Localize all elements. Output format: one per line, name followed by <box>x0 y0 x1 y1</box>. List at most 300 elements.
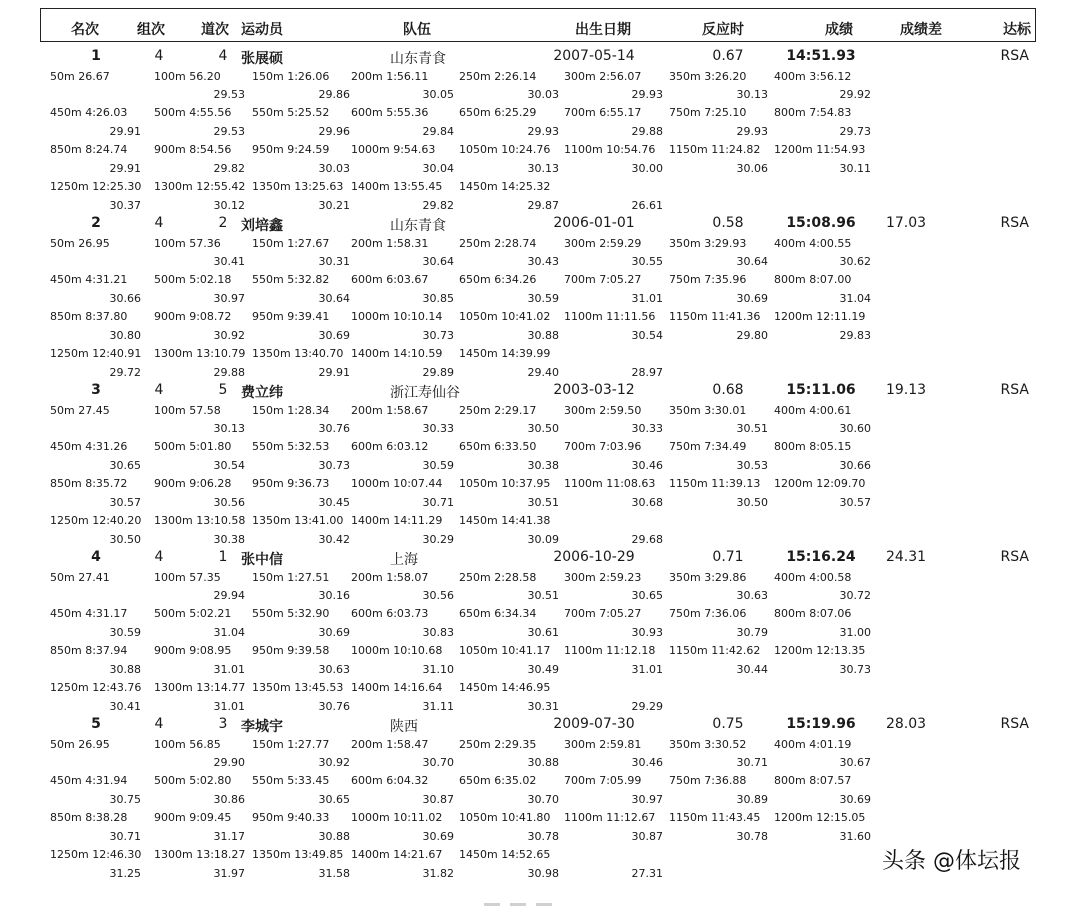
lap-time-cell: 29.29 <box>631 700 663 713</box>
split-cell: 600m 6:03.12 <box>351 440 429 453</box>
group-cell: 4 <box>154 549 164 565</box>
lap-time-cell: 30.55 <box>631 255 663 268</box>
split-cell: 150m 1:27.67 <box>252 237 330 250</box>
split-cell: 1050m 10:24.76 <box>459 143 551 156</box>
lap-time-cell: 30.13 <box>527 162 559 175</box>
split-cell: 1100m 11:11.56 <box>564 310 656 323</box>
lap-time-cell: 30.57 <box>839 496 871 509</box>
lap-time-cell: 30.04 <box>422 162 454 175</box>
lap-time-cell: 29.91 <box>109 125 141 138</box>
lap-time-cell: 29.94 <box>213 589 245 602</box>
split-cell: 1300m 13:10.58 <box>154 514 246 527</box>
lap-time-cell: 31.01 <box>631 663 663 676</box>
lap-time-cell: 30.64 <box>422 255 454 268</box>
athlete-name: 费立纬 <box>241 385 283 401</box>
split-cell: 550m 5:32.90 <box>252 607 330 620</box>
split-cell: 650m 6:34.26 <box>459 273 537 286</box>
split-cell: 900m 9:08.95 <box>154 644 232 657</box>
result-time-cell: 15:08.96 <box>786 215 856 231</box>
lap-time-cell: 29.80 <box>736 329 768 342</box>
split-cell: 250m 2:26.14 <box>459 70 537 83</box>
lap-time-cell: 30.59 <box>422 459 454 472</box>
split-cell: 1000m 10:11.02 <box>351 811 443 824</box>
lap-time-cell: 30.62 <box>839 255 871 268</box>
lap-time-cell: 30.11 <box>839 162 871 175</box>
split-cell: 450m 4:31.21 <box>50 273 128 286</box>
split-cell: 1250m 12:46.30 <box>50 848 142 861</box>
lap-time-cell: 31.04 <box>213 626 245 639</box>
rank-cell: 3 <box>91 382 101 398</box>
split-cell: 300m 2:59.23 <box>564 571 642 584</box>
split-cell: 1250m 12:25.30 <box>50 180 142 193</box>
split-cell: 900m 9:08.72 <box>154 310 232 323</box>
split-cell: 500m 5:01.80 <box>154 440 232 453</box>
lap-time-cell: 30.09 <box>527 533 559 546</box>
lap-time-cell: 30.97 <box>631 793 663 806</box>
lap-time-cell: 29.96 <box>318 125 350 138</box>
split-cell: 300m 2:56.07 <box>564 70 642 83</box>
split-cell: 350m 3:26.20 <box>669 70 747 83</box>
split-cell: 450m 4:31.94 <box>50 774 128 787</box>
lap-time-cell: 30.76 <box>318 700 350 713</box>
header-birth: 出生日期 <box>575 22 631 38</box>
lap-time-cell: 30.69 <box>318 329 350 342</box>
split-cell: 350m 3:30.01 <box>669 404 747 417</box>
lap-time-cell: 30.33 <box>422 422 454 435</box>
lap-time-cell: 29.90 <box>213 756 245 769</box>
split-cell: 950m 9:24.59 <box>252 143 330 156</box>
reaction-time-cell: 0.71 <box>712 549 744 565</box>
split-cell: 400m 4:00.61 <box>774 404 852 417</box>
lap-time-cell: 30.85 <box>422 292 454 305</box>
reaction-time-cell: 0.67 <box>712 48 744 64</box>
header-athlete: 运动员 <box>241 22 283 38</box>
split-cell: 400m 4:00.55 <box>774 237 852 250</box>
split-cell: 900m 9:09.45 <box>154 811 232 824</box>
lap-time-cell: 30.42 <box>318 533 350 546</box>
lap-time-cell: 30.61 <box>527 626 559 639</box>
split-cell: 1000m 9:54.63 <box>351 143 436 156</box>
split-cell: 500m 4:55.56 <box>154 106 232 119</box>
split-cell: 500m 5:02.21 <box>154 607 232 620</box>
group-cell: 4 <box>154 382 164 398</box>
lap-time-cell: 30.16 <box>318 589 350 602</box>
lane-cell: 4 <box>218 48 228 64</box>
split-cell: 550m 5:32.53 <box>252 440 330 453</box>
lap-time-cell: 29.88 <box>213 366 245 379</box>
lap-time-cell: 30.45 <box>318 496 350 509</box>
lap-time-cell: 31.25 <box>109 867 141 880</box>
lap-time-cell: 30.69 <box>318 626 350 639</box>
qualification-cell: RSA <box>1000 549 1029 565</box>
split-cell: 150m 1:28.34 <box>252 404 330 417</box>
result-time-cell: 15:19.96 <box>786 716 856 732</box>
split-cell: 550m 5:25.52 <box>252 106 330 119</box>
split-cell: 1150m 11:39.13 <box>669 477 761 490</box>
lap-time-cell: 30.41 <box>213 255 245 268</box>
split-cell: 1150m 11:24.82 <box>669 143 761 156</box>
lap-time-cell: 30.44 <box>736 663 768 676</box>
lap-time-cell: 30.73 <box>839 663 871 676</box>
split-cell: 1200m 11:54.93 <box>774 143 866 156</box>
reaction-time-cell: 0.68 <box>712 382 744 398</box>
lap-time-cell: 30.63 <box>318 663 350 676</box>
split-cell: 300m 2:59.81 <box>564 738 642 751</box>
lap-time-cell: 30.54 <box>213 459 245 472</box>
lap-time-cell: 26.61 <box>631 199 663 212</box>
team-cell: 山东青食 <box>390 218 446 234</box>
split-cell: 150m 1:27.51 <box>252 571 330 584</box>
lap-time-cell: 30.65 <box>631 589 663 602</box>
lap-time-cell: 30.92 <box>318 756 350 769</box>
lap-time-cell: 30.71 <box>736 756 768 769</box>
lap-time-cell: 31.82 <box>422 867 454 880</box>
split-cell: 1200m 12:11.19 <box>774 310 866 323</box>
split-cell: 750m 7:36.88 <box>669 774 747 787</box>
split-cell: 150m 1:26.06 <box>252 70 330 83</box>
split-cell: 1000m 10:07.44 <box>351 477 443 490</box>
split-cell: 50m 26.95 <box>50 237 110 250</box>
lap-time-cell: 30.38 <box>527 459 559 472</box>
lap-time-cell: 30.53 <box>736 459 768 472</box>
lap-time-cell: 30.05 <box>422 88 454 101</box>
split-cell: 1250m 12:40.91 <box>50 347 142 360</box>
split-cell: 350m 3:30.52 <box>669 738 747 751</box>
split-cell: 1450m 14:39.99 <box>459 347 551 360</box>
lap-time-cell: 30.37 <box>109 199 141 212</box>
split-cell: 1300m 12:55.42 <box>154 180 246 193</box>
split-cell: 550m 5:33.45 <box>252 774 330 787</box>
lap-time-cell: 30.70 <box>422 756 454 769</box>
team-cell: 上海 <box>390 552 418 568</box>
split-cell: 750m 7:36.06 <box>669 607 747 620</box>
split-cell: 1300m 13:14.77 <box>154 681 246 694</box>
watermark-text: 头条 @体坛报 <box>882 849 1021 874</box>
team-cell: 山东青食 <box>390 51 446 67</box>
split-cell: 100m 57.35 <box>154 571 221 584</box>
lap-time-cell: 30.51 <box>527 496 559 509</box>
lap-time-cell: 30.59 <box>109 626 141 639</box>
split-cell: 400m 4:01.19 <box>774 738 852 751</box>
header-qual: 达标 <box>1003 22 1031 38</box>
split-cell: 250m 2:28.74 <box>459 237 537 250</box>
split-cell: 150m 1:27.77 <box>252 738 330 751</box>
lap-time-cell: 30.88 <box>109 663 141 676</box>
split-cell: 1000m 10:10.68 <box>351 644 443 657</box>
split-cell: 100m 56.20 <box>154 70 221 83</box>
split-cell: 650m 6:34.34 <box>459 607 537 620</box>
split-cell: 850m 8:38.28 <box>50 811 128 824</box>
lap-time-cell: 30.76 <box>318 422 350 435</box>
lap-time-cell: 30.88 <box>527 329 559 342</box>
lap-time-cell: 30.21 <box>318 199 350 212</box>
result-time-cell: 15:16.24 <box>786 549 856 565</box>
split-cell: 1100m 11:08.63 <box>564 477 656 490</box>
lap-time-cell: 30.66 <box>839 459 871 472</box>
lap-time-cell: 30.50 <box>527 422 559 435</box>
birth-date-cell: 2009-07-30 <box>553 716 635 732</box>
birth-date-cell: 2003-03-12 <box>553 382 635 398</box>
lap-time-cell: 30.73 <box>318 459 350 472</box>
split-cell: 1350m 13:40.70 <box>252 347 344 360</box>
lap-time-cell: 31.01 <box>213 663 245 676</box>
rank-cell: 2 <box>91 215 101 231</box>
split-cell: 1450m 14:25.32 <box>459 180 551 193</box>
lap-time-cell: 31.97 <box>213 867 245 880</box>
split-cell: 450m 4:26.03 <box>50 106 128 119</box>
lap-time-cell: 30.33 <box>631 422 663 435</box>
group-cell: 4 <box>154 716 164 732</box>
lap-time-cell: 30.56 <box>422 589 454 602</box>
split-cell: 1150m 11:41.36 <box>669 310 761 323</box>
reaction-time-cell: 0.58 <box>712 215 744 231</box>
split-cell: 50m 26.67 <box>50 70 110 83</box>
split-cell: 200m 1:58.47 <box>351 738 429 751</box>
lap-time-cell: 29.72 <box>109 366 141 379</box>
header-time: 成绩 <box>825 22 853 38</box>
split-cell: 1200m 12:15.05 <box>774 811 866 824</box>
split-cell: 800m 8:05.15 <box>774 440 852 453</box>
lane-cell: 2 <box>218 215 228 231</box>
lap-time-cell: 27.31 <box>631 867 663 880</box>
athlete-name: 李城宇 <box>241 719 283 735</box>
athlete-name: 刘培鑫 <box>241 218 283 234</box>
split-cell: 750m 7:25.10 <box>669 106 747 119</box>
split-cell: 1200m 12:09.70 <box>774 477 866 490</box>
lap-time-cell: 30.43 <box>527 255 559 268</box>
split-cell: 1150m 11:42.62 <box>669 644 761 657</box>
time-diff-cell: 19.13 <box>885 382 927 398</box>
split-cell: 850m 8:35.72 <box>50 477 128 490</box>
team-cell: 浙江寿仙谷 <box>390 385 460 401</box>
lap-time-cell: 30.83 <box>422 626 454 639</box>
lap-time-cell: 29.53 <box>213 125 245 138</box>
header-rank: 名次 <box>71 22 99 38</box>
lap-time-cell: 30.03 <box>318 162 350 175</box>
split-cell: 700m 6:55.17 <box>564 106 642 119</box>
qualification-cell: RSA <box>1000 382 1029 398</box>
birth-date-cell: 2006-10-29 <box>553 549 635 565</box>
split-cell: 800m 8:07.57 <box>774 774 852 787</box>
lap-time-cell: 30.70 <box>527 793 559 806</box>
lap-time-cell: 29.93 <box>631 88 663 101</box>
lap-time-cell: 30.67 <box>839 756 871 769</box>
reaction-time-cell: 0.75 <box>712 716 744 732</box>
split-cell: 1450m 14:46.95 <box>459 681 551 694</box>
lap-time-cell: 30.64 <box>318 292 350 305</box>
time-diff-cell: 24.31 <box>885 549 927 565</box>
lap-time-cell: 29.40 <box>527 366 559 379</box>
split-cell: 950m 9:40.33 <box>252 811 330 824</box>
lap-time-cell: 30.69 <box>422 830 454 843</box>
split-cell: 750m 7:35.96 <box>669 273 747 286</box>
split-cell: 350m 3:29.93 <box>669 237 747 250</box>
lap-time-cell: 30.87 <box>631 830 663 843</box>
split-cell: 650m 6:35.02 <box>459 774 537 787</box>
lap-time-cell: 29.84 <box>422 125 454 138</box>
lap-time-cell: 29.89 <box>422 366 454 379</box>
lap-time-cell: 30.93 <box>631 626 663 639</box>
split-cell: 50m 27.41 <box>50 571 110 584</box>
lap-time-cell: 30.71 <box>422 496 454 509</box>
lap-time-cell: 30.78 <box>736 830 768 843</box>
result-time-cell: 15:11.06 <box>786 382 856 398</box>
lap-time-cell: 31.11 <box>422 700 454 713</box>
lap-time-cell: 30.69 <box>736 292 768 305</box>
table-header <box>40 8 1036 42</box>
lap-time-cell: 30.38 <box>213 533 245 546</box>
split-cell: 1450m 14:41.38 <box>459 514 551 527</box>
lap-time-cell: 30.46 <box>631 756 663 769</box>
split-cell: 1450m 14:52.65 <box>459 848 551 861</box>
split-cell: 650m 6:25.29 <box>459 106 537 119</box>
lap-time-cell: 30.06 <box>736 162 768 175</box>
split-cell: 500m 5:02.18 <box>154 273 232 286</box>
lap-time-cell: 30.03 <box>527 88 559 101</box>
lap-time-cell: 29.86 <box>318 88 350 101</box>
lap-time-cell: 30.60 <box>839 422 871 435</box>
lap-time-cell: 30.79 <box>736 626 768 639</box>
split-cell: 900m 8:54.56 <box>154 143 232 156</box>
lap-time-cell: 30.89 <box>736 793 768 806</box>
lap-time-cell: 30.00 <box>631 162 663 175</box>
split-cell: 550m 5:32.82 <box>252 273 330 286</box>
lap-time-cell: 29.92 <box>839 88 871 101</box>
lap-time-cell: 30.86 <box>213 793 245 806</box>
lap-time-cell: 30.31 <box>527 700 559 713</box>
split-cell: 500m 5:02.80 <box>154 774 232 787</box>
split-cell: 400m 4:00.58 <box>774 571 852 584</box>
split-cell: 1250m 12:43.76 <box>50 681 142 694</box>
lap-time-cell: 30.50 <box>736 496 768 509</box>
lap-time-cell: 30.68 <box>631 496 663 509</box>
lap-time-cell: 30.87 <box>422 793 454 806</box>
split-cell: 1300m 13:10.79 <box>154 347 246 360</box>
split-cell: 800m 8:07.00 <box>774 273 852 286</box>
rank-cell: 1 <box>91 48 101 64</box>
split-cell: 950m 9:39.58 <box>252 644 330 657</box>
athlete-name: 张中信 <box>241 552 283 568</box>
header-diff: 成绩差 <box>900 22 942 38</box>
lap-time-cell: 30.66 <box>109 292 141 305</box>
split-cell: 750m 7:34.49 <box>669 440 747 453</box>
split-cell: 850m 8:37.80 <box>50 310 128 323</box>
qualification-cell: RSA <box>1000 716 1029 732</box>
split-cell: 1400m 13:55.45 <box>351 180 443 193</box>
split-cell: 400m 3:56.12 <box>774 70 852 83</box>
split-cell: 200m 1:58.31 <box>351 237 429 250</box>
time-diff-cell: 28.03 <box>885 716 927 732</box>
split-cell: 100m 56.85 <box>154 738 221 751</box>
split-cell: 700m 7:03.96 <box>564 440 642 453</box>
split-cell: 800m 8:07.06 <box>774 607 852 620</box>
split-cell: 850m 8:24.74 <box>50 143 128 156</box>
split-cell: 800m 7:54.83 <box>774 106 852 119</box>
lap-time-cell: 30.54 <box>631 329 663 342</box>
lap-time-cell: 29.91 <box>318 366 350 379</box>
lap-time-cell: 31.60 <box>839 830 871 843</box>
lap-time-cell: 29.91 <box>109 162 141 175</box>
split-cell: 1400m 14:10.59 <box>351 347 443 360</box>
lap-time-cell: 29.88 <box>631 125 663 138</box>
lap-time-cell: 30.72 <box>839 589 871 602</box>
lap-time-cell: 29.82 <box>213 162 245 175</box>
split-cell: 950m 9:39.41 <box>252 310 330 323</box>
split-cell: 1050m 10:41.80 <box>459 811 551 824</box>
lap-time-cell: 29.73 <box>839 125 871 138</box>
split-cell: 50m 27.45 <box>50 404 110 417</box>
lap-time-cell: 30.49 <box>527 663 559 676</box>
lap-time-cell: 31.01 <box>631 292 663 305</box>
lap-time-cell: 30.65 <box>109 459 141 472</box>
lane-cell: 5 <box>218 382 228 398</box>
lap-time-cell: 30.46 <box>631 459 663 472</box>
header-lane: 道次 <box>201 22 229 38</box>
split-cell: 1200m 12:13.35 <box>774 644 866 657</box>
lap-time-cell: 31.17 <box>213 830 245 843</box>
lap-time-cell: 28.97 <box>631 366 663 379</box>
split-cell: 1050m 10:41.17 <box>459 644 551 657</box>
lap-time-cell: 31.58 <box>318 867 350 880</box>
split-cell: 1050m 10:37.95 <box>459 477 551 490</box>
split-cell: 700m 7:05.27 <box>564 607 642 620</box>
group-cell: 4 <box>154 48 164 64</box>
lap-time-cell: 31.04 <box>839 292 871 305</box>
split-cell: 250m 2:29.17 <box>459 404 537 417</box>
split-cell: 1300m 13:18.27 <box>154 848 246 861</box>
split-cell: 200m 1:56.11 <box>351 70 429 83</box>
lap-time-cell: 30.88 <box>527 756 559 769</box>
split-cell: 700m 7:05.99 <box>564 774 642 787</box>
split-cell: 650m 6:33.50 <box>459 440 537 453</box>
split-cell: 1350m 13:49.85 <box>252 848 344 861</box>
lap-time-cell: 30.51 <box>736 422 768 435</box>
birth-date-cell: 2006-01-01 <box>553 215 635 231</box>
lap-time-cell: 30.80 <box>109 329 141 342</box>
split-cell: 1100m 11:12.18 <box>564 644 656 657</box>
split-cell: 1400m 14:11.29 <box>351 514 443 527</box>
footer-fragment <box>484 891 604 897</box>
split-cell: 200m 1:58.67 <box>351 404 429 417</box>
lap-time-cell: 30.50 <box>109 533 141 546</box>
lap-time-cell: 31.01 <box>213 700 245 713</box>
lap-time-cell: 29.93 <box>736 125 768 138</box>
header-group: 组次 <box>137 22 165 38</box>
lap-time-cell: 30.12 <box>213 199 245 212</box>
split-cell: 250m 2:29.35 <box>459 738 537 751</box>
split-cell: 850m 8:37.94 <box>50 644 128 657</box>
split-cell: 350m 3:29.86 <box>669 571 747 584</box>
lane-cell: 3 <box>218 716 228 732</box>
lap-time-cell: 30.98 <box>527 867 559 880</box>
split-cell: 600m 6:03.67 <box>351 273 429 286</box>
lap-time-cell: 29.83 <box>839 329 871 342</box>
lap-time-cell: 30.63 <box>736 589 768 602</box>
rank-cell: 4 <box>91 549 101 565</box>
lap-time-cell: 30.88 <box>318 830 350 843</box>
split-cell: 900m 9:06.28 <box>154 477 232 490</box>
result-time-cell: 14:51.93 <box>786 48 856 64</box>
lap-time-cell: 29.82 <box>422 199 454 212</box>
lap-time-cell: 29.53 <box>213 88 245 101</box>
lap-time-cell: 30.65 <box>318 793 350 806</box>
rank-cell: 5 <box>91 716 101 732</box>
lap-time-cell: 31.00 <box>839 626 871 639</box>
lap-time-cell: 30.75 <box>109 793 141 806</box>
split-cell: 600m 5:55.36 <box>351 106 429 119</box>
split-cell: 1050m 10:41.02 <box>459 310 551 323</box>
lap-time-cell: 30.13 <box>213 422 245 435</box>
